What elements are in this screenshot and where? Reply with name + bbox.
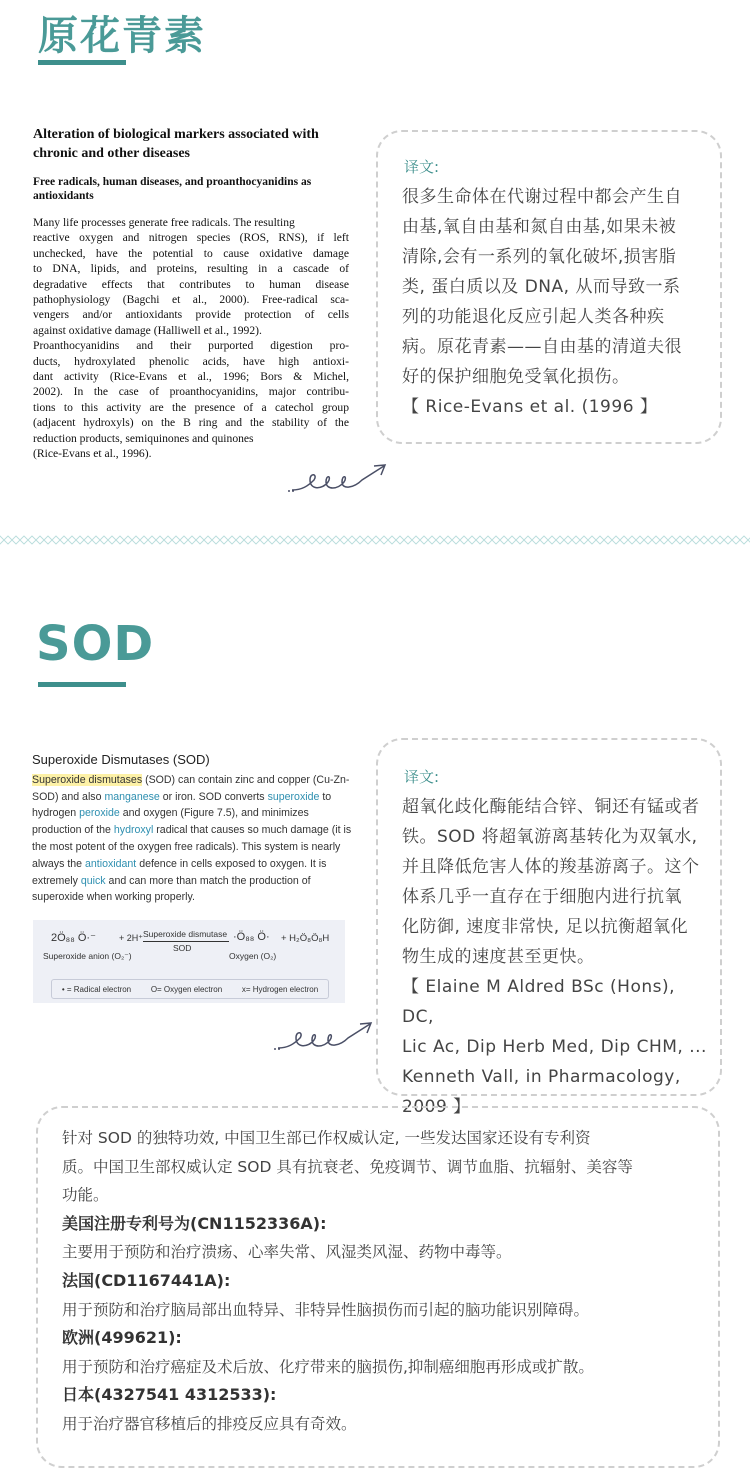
text-segment: and oxygen (Figure 7.5), and minimizes	[119, 807, 309, 820]
translation-label-2: 译文:	[404, 768, 440, 786]
paper-subheading: Free radicals, human diseases, and proanthocyanidins as antioxidants	[33, 176, 312, 202]
translation-box-1	[376, 130, 722, 444]
patent-description: 用于治疗器官移植后的排疫反应具有奇效。	[62, 1414, 357, 1433]
sod-source-line	[32, 822, 354, 839]
paper-line: (Rice-Evans et al., 1996).	[33, 447, 152, 461]
squiggle-arrow-icon	[288, 460, 398, 500]
patent-description: 用于预防和治疗癌症及术后放、化疗带来的脑损伤,抑制癌细胞再形成或扩散。	[62, 1357, 594, 1376]
glossary-link[interactable]: peroxide	[79, 807, 120, 820]
text-segment: always the	[32, 857, 85, 870]
paper-line: reduction products, semiquinones and quinones	[33, 431, 254, 445]
text-segment: extremely	[32, 874, 81, 887]
translation-line: 【 Elaine M Aldred BSc (Hons), DC,	[402, 977, 676, 1027]
paper-line: (adjacent hydroxyls) on the B ring and the stability of the	[33, 416, 349, 430]
translation-line: 由基,氧自由基和氮自由基,如果未被	[402, 217, 677, 237]
sod-source-line	[32, 839, 354, 856]
text-segment: defence in cells exposed to oxygen. It is	[136, 857, 327, 870]
reaction-plus-h: + 2H⁺	[119, 933, 144, 943]
paper-heading: Alteration of biological markers associated with chronic and other diseases	[33, 127, 319, 161]
paper-line: to DNA, lipids, and proteins, resulting in a cascade of	[33, 262, 349, 276]
legend-item: x= Hydrogen electron	[241, 984, 319, 994]
text-segment: production of the	[32, 824, 114, 837]
paper-line: Many life processes generate free radicals. The resulting	[33, 216, 295, 229]
paper-line: pathophysiology (Bagchi et al., 2000). Free-radical sca-	[33, 293, 349, 307]
section1-title-underline	[38, 60, 126, 65]
legend-item: • = Radical electron	[61, 984, 132, 994]
glossary-link[interactable]: superoxide	[267, 790, 320, 803]
paper-line: ducts, hydroxylated phenolic acids, have high antioxi-	[33, 354, 349, 368]
translation-text-2	[402, 792, 710, 1122]
translation-line: 很多生命体在代谢过程中都会产生自	[402, 187, 682, 207]
sod-source-line	[32, 889, 354, 906]
sod-source-line	[32, 805, 354, 822]
text-segment: superoxide when working properly.	[32, 891, 195, 904]
paper-line: against oxidative damage (Halliwell et al., 1992).	[33, 323, 262, 337]
glossary-link[interactable]: quick	[80, 874, 106, 887]
translation-line: 并且降低危害人体的羧基游离子。这个	[402, 857, 700, 877]
paper-line: dant activity (Rice-Evans et al., 1996; Bors & Michel,	[33, 370, 349, 384]
paper-line: 2002). In the case of proanthocyanidins, major contribu-	[33, 385, 349, 399]
patents-intro-line: 针对 SOD 的独特功效, 中国卫生部已作权威认定, 一些发达国家还设有专利资	[62, 1129, 591, 1147]
reaction-legend	[51, 979, 329, 999]
translation-line: 列的功能退化反应引起人类各种疾	[402, 307, 665, 327]
section-divider	[0, 535, 750, 545]
paper-body	[33, 215, 349, 462]
reaction-reactant-label: Superoxide anion (O₂⁻)	[43, 951, 132, 961]
patents-intro-line: 功能。	[62, 1186, 109, 1205]
section2-title: SOD	[36, 616, 155, 672]
reaction-plus-h2o2: + H₂Ö₈Ö₈H	[281, 933, 330, 944]
sod-source-heading: Superoxide Dismutases (SOD)	[32, 752, 210, 767]
reaction-enzyme-abbr: SOD	[173, 943, 192, 953]
text-segment: SOD) and also	[32, 790, 105, 803]
translation-line: 好的保护细胞免受氧化损伤。	[402, 367, 630, 387]
patent-description: 用于预防和治疗脑局部出血特异、非特异性脑损伤而引起的脑功能识别障碍。	[62, 1300, 590, 1319]
translation-line: 体系几乎一直存在于细胞内进行抗氧	[402, 887, 682, 907]
section1-title: 原花青素	[38, 13, 206, 59]
text-segment: radical that causes so much damage (it is	[153, 824, 352, 837]
legend-item: O= Oxygen electron	[150, 984, 223, 994]
patents-intro-line: 质。中国卫生部权威认定 SOD 具有抗衰老、免疫调节、调节血脂、抗辐射、美容等	[62, 1157, 633, 1176]
sod-source-line	[32, 873, 354, 890]
patent-heading: 欧洲(499621):	[62, 1328, 182, 1348]
reaction-product-label: Oxygen (O₂)	[229, 951, 277, 961]
patent-description: 主要用于预防和治疗溃疡、心率失常、风湿类风湿、药物中毒等。	[62, 1243, 512, 1262]
translation-line: Kenneth Vall, in Pharmacology,	[402, 1067, 681, 1087]
translation-line: 【 Rice-Evans et al. (1996 】	[402, 397, 658, 417]
patent-heading: 日本(4327541 4312533):	[62, 1385, 277, 1405]
text-segment: the most potent of the oxygen free radicals). This system is nearly	[32, 840, 341, 853]
highlighted-term: Superoxide dismutases	[32, 773, 143, 786]
translation-line: 病。原花青素——自由基的清道夫很	[402, 337, 682, 357]
sod-source-line	[32, 772, 354, 789]
translation-line: 清除,会有一系列的氧化破坏,损害脂	[402, 247, 677, 267]
paper-line: tions to this activity are the presence of a catechol group	[33, 400, 349, 414]
translation-line: 物生成的速度甚至更快。	[402, 947, 595, 967]
glossary-link[interactable]: hydroxyl	[113, 824, 154, 837]
text-segment: hydrogen	[32, 807, 80, 820]
reaction-enzyme: Superoxide dismutase	[143, 929, 228, 939]
paper-line: unchecked, have the potential to cause oxidative damage	[33, 246, 349, 260]
text-segment: and can more than match the production of	[105, 874, 311, 887]
translation-line: 化防御, 速度非常快, 足以抗衡超氧化	[402, 917, 689, 937]
sod-reaction-figure	[33, 920, 345, 1003]
paper-excerpt	[33, 125, 349, 462]
translation-line: 2009 】	[402, 1097, 471, 1117]
translation-line: 超氧化歧化酶能结合锌、铜还有锰或者	[402, 797, 700, 817]
translation-line: 铁。SOD 将超氧游离基转化为双氧水,	[402, 827, 698, 847]
patents-content	[62, 1124, 702, 1439]
squiggle-arrow-icon	[274, 1018, 384, 1058]
paper-line: vengers and/or antioxidants provide protection of cells	[33, 308, 349, 322]
text-segment: or iron. SOD converts	[159, 790, 268, 803]
reaction-product-o2: ·Ö₈₈ Ö·	[233, 931, 270, 943]
glossary-link[interactable]: antioxidant	[85, 857, 137, 870]
translation-line: 类, 蛋白质以及 DNA, 从而导致一系	[402, 277, 681, 297]
translation-box-2	[376, 738, 722, 1117]
patent-heading: 法国(CD1167441A):	[62, 1270, 231, 1290]
paper-line: degradative effects that contributes to human disease	[33, 277, 349, 291]
translation-line: Lic Ac, Dip Herb Med, Dip CHM, ...	[402, 1037, 707, 1057]
reaction-arrow	[143, 941, 229, 942]
text-segment: (SOD) can contain zinc and copper (Cu-Zn-	[142, 773, 350, 786]
sod-source-line	[32, 856, 354, 873]
sod-source-line	[32, 789, 354, 806]
reaction-reactant: 2Ö₈₈ Ö·⁻	[51, 932, 96, 944]
patent-heading: 美国注册专利号为(CN1152336A):	[62, 1213, 327, 1233]
paper-line: reactive oxygen and nitrogen species (ROS, RNS), if left	[33, 231, 349, 245]
sod-source-body	[32, 772, 354, 906]
text-segment: to	[319, 790, 332, 803]
sod-source-excerpt	[32, 752, 354, 906]
section2-title-underline	[38, 682, 126, 687]
translation-label-1: 译文:	[404, 158, 440, 176]
patents-box	[36, 1106, 720, 1468]
translation-text-1	[402, 182, 702, 422]
paper-line: Proanthocyanidins and their purported digestion pro-	[33, 339, 349, 353]
glossary-link[interactable]: manganese	[104, 790, 160, 803]
